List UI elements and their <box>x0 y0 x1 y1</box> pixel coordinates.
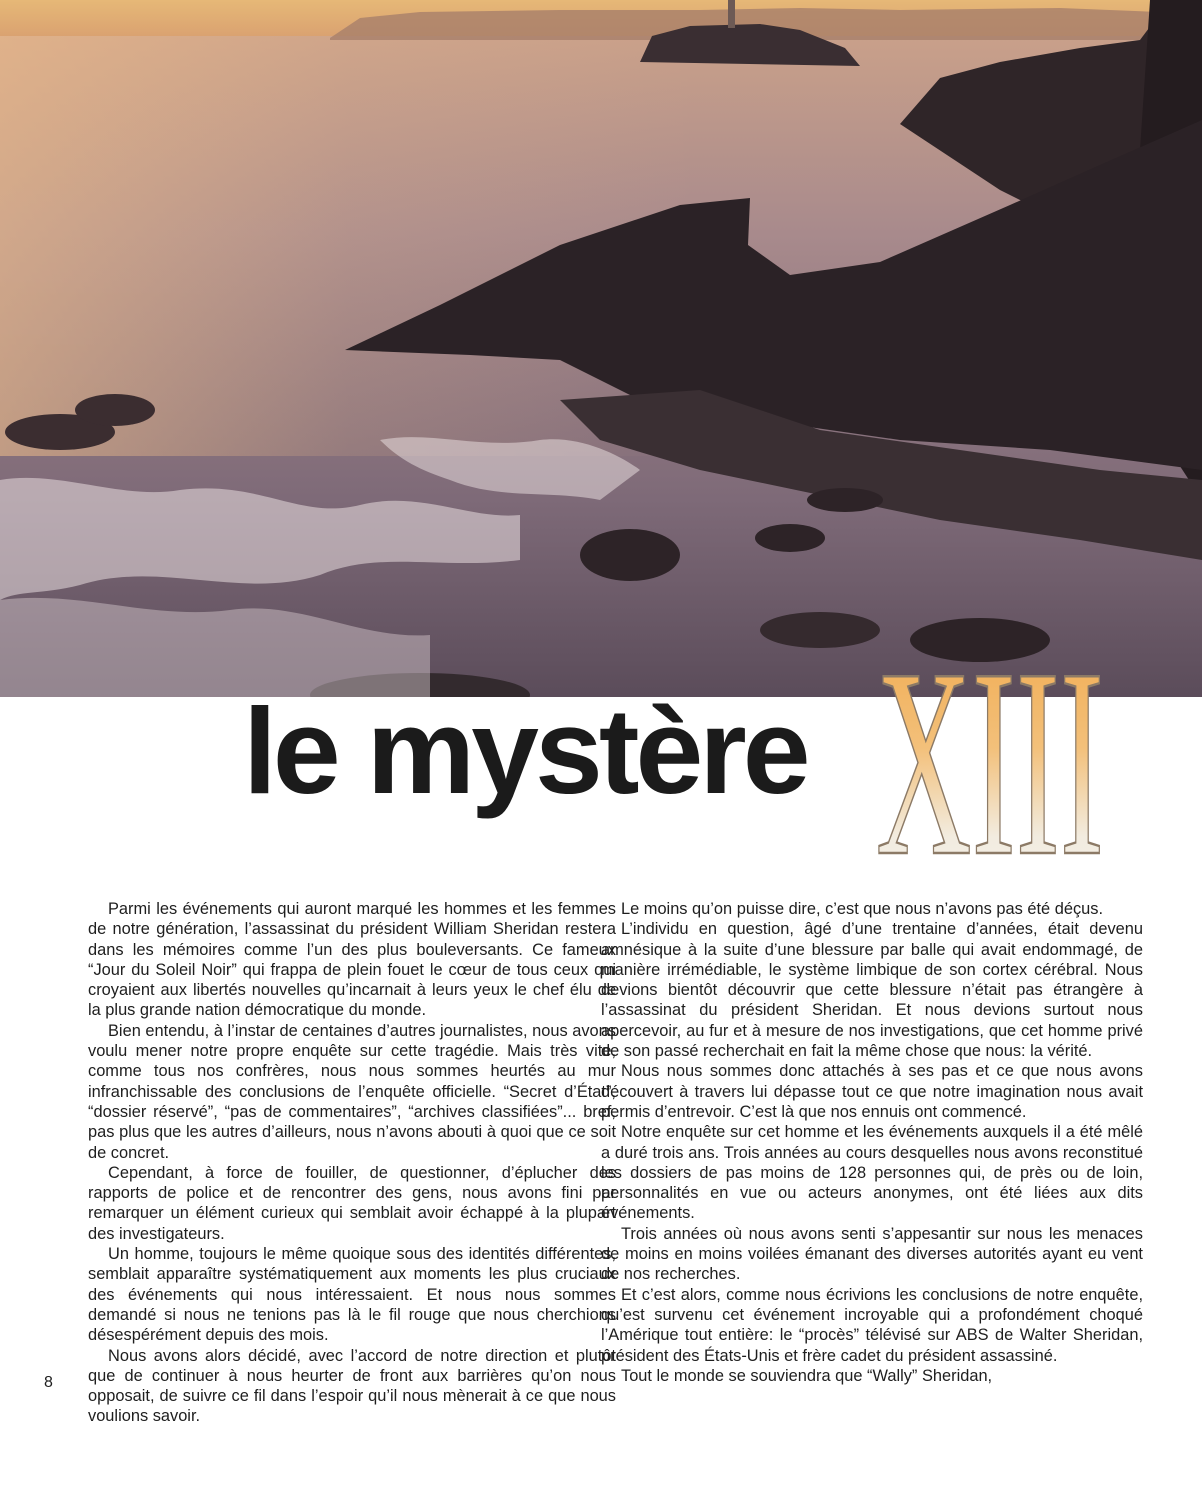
page-number: 8 <box>44 1374 53 1391</box>
paragraph: Parmi les événements qui auront marqué les hommes et les femmes de notre génération, l’assassinat du président William Sheridan restera dans les mémoires comme l’un des plus bouleversants. Ce fameux “Jour du Soleil Noir” qui frappa de plein fouet le cœur de tous ceux qui croyaient aux libertés nouvelles qu’incarnait à leurs yeux le chef élu de la plus grande nation démocratique du monde. <box>88 900 616 1020</box>
article-left-column <box>88 899 616 1427</box>
paragraph: L’individu en question, âgé d’une trentaine d’années, était devenu amnésique à la suite d’une blessure par balle qui avait endommagé, de manière irrémédiable, le système limbique de son cortex cérébral. Nous devions bientôt découvrir que cette blessure n’était pas étrangère à l’assassinat du président Sheridan. Et nous devions surtout nous apercevoir, au fur et à mesure de nos investigations, que cet homme privé de son passé recherchait en fait la même chose que nous: la vérité. <box>601 920 1143 1061</box>
paragraph: Le moins qu’on puisse dire, c’est que nous n’avons pas été déçus. <box>621 900 1104 918</box>
paragraph: Et c’est alors, comme nous écrivions les conclusions de notre enquête, qu’est survenu cet événement incroyable qui a profondément choqué l’Amérique tout entière: le “procès” télévisé sur ABS de Walter Sheridan, président des États-Unis et frère cadet du président assassiné. <box>601 1285 1143 1365</box>
article-title: le mystère <box>243 683 807 819</box>
paragraph: Tout le monde se souviendra que “Wally” Sheridan, <box>621 1366 993 1385</box>
paragraph: Cependant, à force de fouiller, de questionner, d’éplucher des rapports de police et de rencontrer des gens, nous avons fini par remarquer un élément curieux qui semblait avoir échappé à la plupart des investigateurs. <box>88 1163 616 1243</box>
article-right-column <box>601 899 1143 1386</box>
coastal-sunset-photo <box>0 0 1202 697</box>
xiii-logo <box>870 608 1110 878</box>
svg-text:XIII: XIII <box>876 613 1104 878</box>
paragraph: Nous nous sommes donc attachés à ses pas et ce que nous avons découvert à travers lui dépasse tout ce que notre imagination nous avait permis d’entrevoir. C’est là que nos ennuis ont commencé. <box>601 1062 1143 1121</box>
paragraph: Un homme, toujours le même quoique sous des identités différentes, semblait apparaître systématiquement aux moments les plus cruciaux des événements qui nous intéressaient. Et nous nous sommes demandé si nous ne tenions pas là le fil rouge que nous cherchions désespérément depuis des mois. <box>88 1245 616 1345</box>
paragraph: Trois années où nous avons senti s’appesantir sur nous les menaces de moins en moins voilées émanant des diverses autorités ayant eu vent de nos recherches. <box>601 1224 1143 1284</box>
photo-illustration <box>0 0 1202 697</box>
paragraph: Nous avons alors décidé, avec l’accord de notre direction et plutôt que de continuer à nous heurter de front aux barrières qu’on nous opposait, de suivre ce fil dans l’espoir qu’il nous mènerait à ce que nous voulions savoir. <box>88 1346 616 1426</box>
paragraph: Bien entendu, à l’instar de centaines d’autres journalistes, nous avons voulu mener notre propre enquête sur cette tragédie. Mais très vite, comme tous nos confrères, nous nous sommes heurtés au mur infranchissable des conclusions de l’enquête officielle. “Secret d’État”, “dossier réservé”, “pas de commentaires”, “archives classifiées”... bref, pas plus que les autres d’ailleurs, nous n’avons abouti à quoi que ce soit de concret. <box>88 1021 616 1162</box>
paragraph: Notre enquête sur cet homme et les événements auxquels il a été mêlé a duré trois ans. Trois années au cours desquelles nous avons reconstitué les dossiers de pas moins de 128 personnes qui, de près ou de loin, personnalités en vue ou acteurs anonymes, ont été liées aux dits événements. <box>601 1123 1143 1223</box>
